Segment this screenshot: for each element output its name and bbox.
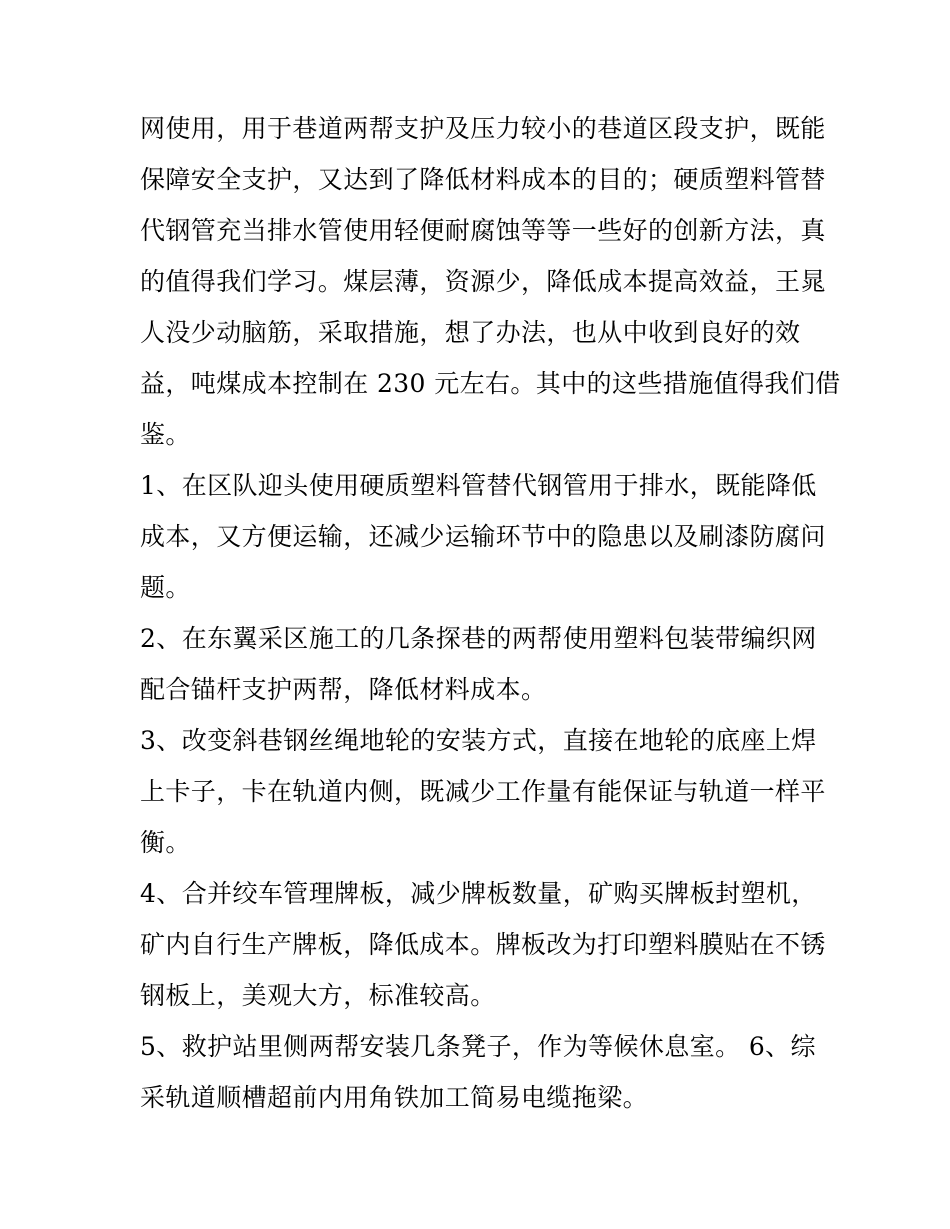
item-2-line-1: 2、在东翼采区施工的几条探巷的两帮使用塑料包装带编织网 — [140, 624, 817, 653]
paragraph-1-line-4: 的值得我们学习。煤层薄，资源少，降低成本提高效益，王晁 — [140, 267, 826, 296]
item-5-line-1: 5、救护站里侧两帮安装几条凳子，作为等候休息室。 6、综 — [140, 1032, 816, 1061]
item-4-line-3: 钢板上，美观大方，标准较高。 — [140, 981, 496, 1010]
item-1-line-1: 1、在区队迎头使用硬质塑料管替代钢管用于排水，既能降低 — [140, 471, 817, 500]
paragraph-1-line-1: 网使用，用于巷道两帮支护及压力较小的巷道区段支护，既能 — [140, 114, 826, 143]
item-3-line-1: 3、改变斜巷钢丝绳地轮的安装方式，直接在地轮的底座上焊 — [140, 726, 817, 755]
paragraph-1-line-7: 鉴。 — [140, 420, 191, 449]
item-1-line-3: 题。 — [140, 573, 191, 602]
document-body — [140, 103, 841, 1123]
paragraph-1-line-6: 益，吨煤成本控制在 230 元左右。其中的这些措施值得我们借 — [140, 369, 841, 398]
item-6-line-1: 采轨道顺槽超前内用角铁加工简易电缆拖梁。 — [140, 1083, 649, 1112]
paragraph-1-line-5: 人没少动脑筋，采取措施，想了办法，也从中收到良好的效 — [140, 318, 801, 347]
paragraph-1-line-3: 代钢管充当排水管使用轻便耐腐蚀等等一些好的创新方法，真 — [140, 216, 826, 245]
item-2-line-2: 配合锚杆支护两帮，降低材料成本。 — [140, 675, 547, 704]
item-4-line-2: 矿内自行生产牌板，降低成本。牌板改为打印塑料膜贴在不锈 — [140, 930, 826, 959]
item-4-line-1: 4、合并绞车管理牌板，减少牌板数量，矿购买牌板封塑机， — [140, 879, 817, 908]
paragraph-1-line-2: 保障安全支护，又达到了降低材料成本的目的；硬质塑料管替 — [140, 165, 826, 194]
item-3-line-3: 衡。 — [140, 828, 191, 857]
item-1-line-2: 成本，又方便运输，还减少运输环节中的隐患以及刷漆防腐问 — [140, 522, 826, 551]
item-3-line-2: 上卡子，卡在轨道内侧，既减少工作量有能保证与轨道一样平 — [140, 777, 826, 806]
